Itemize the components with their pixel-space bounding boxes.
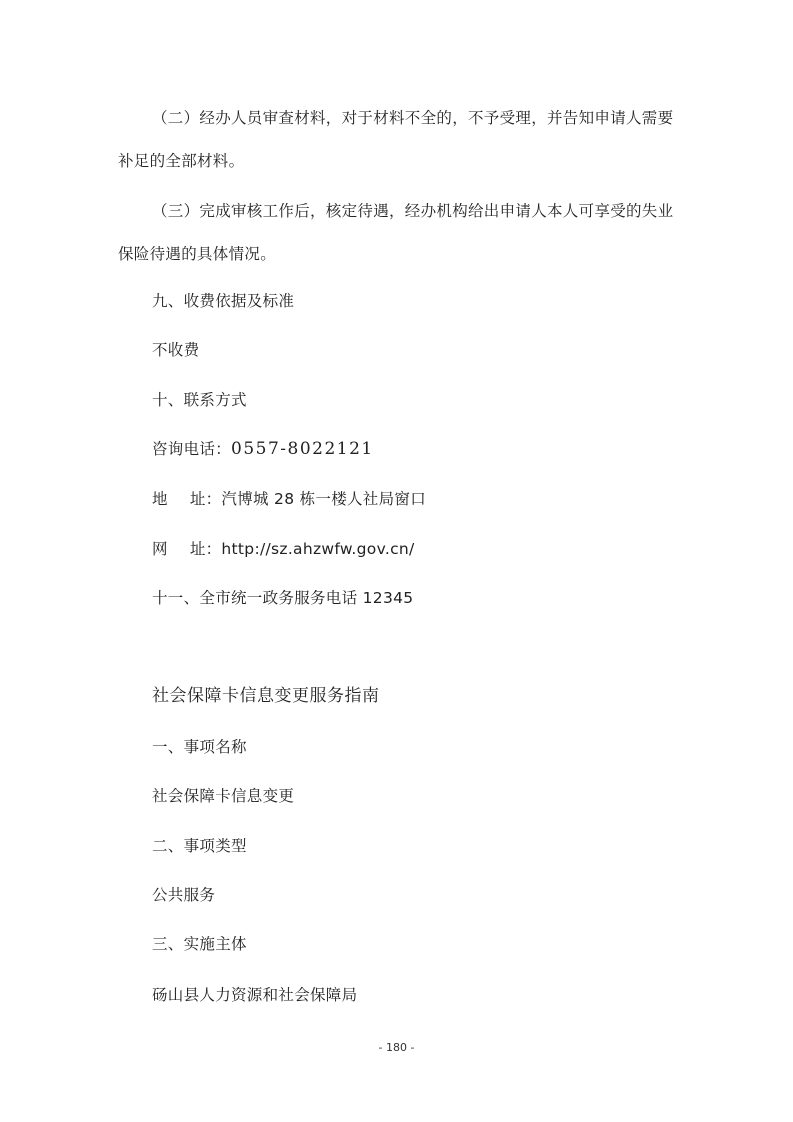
guide-heading-2: 二、事项类型 bbox=[152, 837, 247, 855]
website-label-b: 址： bbox=[189, 540, 222, 558]
guide-heading-1: 一、事项名称 bbox=[152, 738, 247, 756]
guide-heading-3: 三、实施主体 bbox=[152, 935, 247, 953]
guide-value-1: 社会保障卡信息变更 bbox=[152, 787, 295, 805]
address-value: 汽博城 28 栋一楼人社局窗口 bbox=[221, 490, 426, 508]
guide-title: 社会保障卡信息变更服务指南 bbox=[152, 686, 380, 706]
paragraph-3-line-1: （三）完成审核工作后，核定待遇，经办机构给出申请人本人可享受的失业 bbox=[152, 202, 674, 220]
guide-value-3: 砀山县人力资源和社会保障局 bbox=[152, 986, 358, 1004]
contact-website bbox=[152, 539, 415, 559]
contact-address bbox=[152, 489, 426, 509]
phone-label: 咨询电话： bbox=[152, 440, 232, 458]
contact-phone bbox=[152, 439, 374, 459]
website-link[interactable]: http://sz.ahzwfw.gov.cn/ bbox=[221, 540, 415, 558]
paragraph-3-line-2: 保险待遇的具体情况。 bbox=[118, 245, 277, 263]
section-11-heading: 十一、全市统一政务服务电话 12345 bbox=[152, 589, 414, 607]
address-label-b: 址： bbox=[189, 490, 222, 508]
section-9-heading: 九、收费依据及标准 bbox=[152, 292, 295, 310]
section-9-body: 不收费 bbox=[152, 341, 200, 359]
page-number: - 180 - bbox=[378, 1041, 415, 1054]
paragraph-2-line-1: （二）经办人员审查材料，对于材料不全的，不予受理，并告知申请人需要 bbox=[152, 109, 674, 127]
paragraph-2-line-2: 补足的全部材料。 bbox=[118, 152, 245, 170]
section-10-heading: 十、联系方式 bbox=[152, 391, 247, 409]
guide-value-2: 公共服务 bbox=[152, 886, 216, 904]
address-label-a: 地 bbox=[152, 490, 168, 508]
phone-number: 0557-8022121 bbox=[231, 439, 374, 459]
website-label-a: 网 bbox=[152, 540, 168, 558]
